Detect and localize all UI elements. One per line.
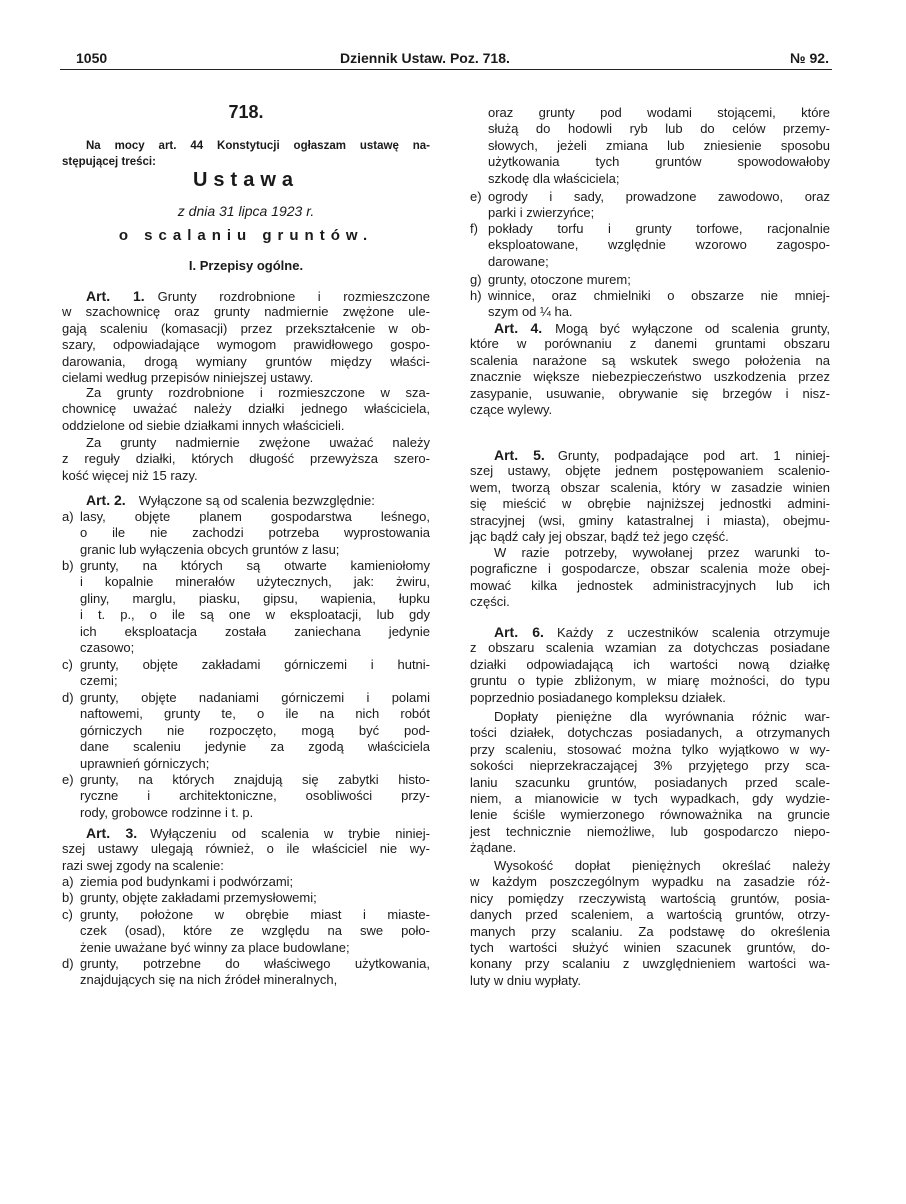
text-line: kość więcej niż 15 razy.	[62, 467, 198, 483]
text-line: tych wartości służyć winien szacunek gruntów, do-	[470, 939, 830, 955]
text-line: manych przy scalaniu. Za podstawę do określenia	[470, 923, 830, 939]
line-text: Grunty, podpadające pod art. 1 niniej-	[557, 448, 830, 463]
text-line: z dnia 31 lipca 1923 r.	[177, 203, 315, 219]
text-line	[470, 320, 830, 336]
text-line: działki odpowiadającą ich wartości nową działkę	[470, 656, 830, 672]
text-line: darowane;	[488, 253, 549, 269]
text-line: konany przy scalaniu z uwzględnieniem wartości wa-	[470, 956, 830, 972]
article-label: Art. 2.	[86, 492, 126, 508]
paragraph	[62, 169, 430, 191]
list-item	[62, 874, 430, 890]
text-line: chownicę uważać należy działki jednego właściciela,	[62, 401, 430, 417]
text-line: oraz grunty pod wodami stojącemi, które	[488, 105, 830, 120]
text-line: lasy, objęte planem gospodarstwa leśnego,	[80, 509, 430, 524]
text-line: scalenia narażone są wskutek swego położenia na	[470, 352, 830, 368]
list-item	[470, 221, 830, 270]
text-line: poprzednio posiadanego kompleksu działek.	[470, 689, 726, 705]
text-line	[470, 447, 830, 463]
text-line: pokłady torfu i grunty torfowe, racjonalnie	[488, 221, 830, 236]
text-line: znajdujących się na nich źródeł mineralnych,	[80, 972, 338, 988]
item-label: e)	[470, 189, 482, 204]
text-line: grunty, objęte zakładami górniczemi i hutni-	[80, 657, 430, 672]
text-line: ogrody i sady, prowadzone zawodowo, oraz	[488, 189, 830, 204]
text-line	[62, 825, 430, 841]
text-line: luty w dniu wypłaty.	[470, 972, 582, 988]
text-line: danych przed scaleniem, a wartością gruntów, otrzy-	[470, 907, 830, 923]
list-item	[62, 907, 430, 956]
article-art3	[62, 825, 430, 874]
text-line: żądane.	[470, 840, 517, 856]
line-text: Mogą być wyłączone od scalenia grunty,	[555, 321, 830, 336]
list-item	[62, 558, 430, 656]
text-line: czasowo;	[80, 639, 135, 655]
paragraph	[62, 228, 430, 244]
text-line: żenie uważane być winny za place budowlane;	[80, 939, 350, 955]
text-line: gliny, marglu, piasku, gipsu, wapienia, łupku	[80, 590, 430, 606]
text-line: Ustawa	[192, 169, 300, 191]
text-line: z reguły działki, których długość przewyższa szero-	[62, 451, 430, 467]
line-text: Wyłączone są od scalenia bezwzględnie:	[138, 493, 375, 508]
article-label: Art. 4.	[494, 320, 543, 336]
line-text: Grunty rozdrobnione i rozmieszczone	[157, 289, 430, 304]
text-line: wem, tworzą obszar scalenia, który w zasadzie winien	[470, 479, 830, 495]
item-label: g)	[470, 272, 482, 287]
article-art1	[62, 288, 430, 386]
text-line: jest technicznie niemożliwe, lub gospodarczo niepo-	[470, 823, 830, 839]
list-item	[470, 105, 830, 187]
paragraph	[62, 104, 430, 120]
text-line: tości działek, dotychczas posiadanych, a otrzymanych	[470, 725, 830, 741]
text-line: czek (osad), które ze względu na swe poło-	[80, 923, 430, 939]
text-line: przy scaleniu, stosować można tylko wyjątkowo w wy-	[470, 741, 830, 757]
item-label: c)	[62, 657, 73, 672]
text-line: nicy pomiędzy rzeczywistą wartością gruntów, posia-	[470, 890, 830, 906]
text-line: szary, odpowiadające wymogom prawidłowego gospo-	[62, 337, 430, 353]
article-art5	[470, 447, 830, 545]
article-label: Art. 3.	[86, 825, 138, 841]
text-line: z obszaru scalenia wzamian za dotychczas posiadane	[470, 640, 830, 656]
item-label: d)	[62, 956, 74, 971]
text-line: uprawnień górniczych;	[80, 755, 210, 771]
text-line: grunty, potrzebne do właściwego użytkowania,	[80, 956, 430, 971]
article-art2	[62, 492, 430, 508]
text-line: laniu szacunku gruntów, posiadanych przed scale-	[470, 774, 830, 790]
text-line	[62, 492, 430, 508]
article-art4	[470, 320, 830, 418]
item-label: c)	[62, 907, 73, 922]
text-line: się mieścić w obrębie najniższej jednostki admini-	[470, 496, 830, 512]
text-line: mować kilka jednostek administracyjnych lub ich	[470, 577, 830, 593]
paragraph	[470, 709, 830, 857]
text-line: granic lub wyłączenia obcych gruntów z lasu;	[80, 541, 340, 557]
text-line: darowania, drogą wymiany gruntów między właści-	[62, 353, 430, 369]
text-line: w szachownicę oraz grunty nadmiernie zwężone ule-	[62, 304, 430, 320]
text-line: w każdym poszczególnym wypadku na zasadzie róż-	[470, 874, 830, 890]
text-line: o ile nie zachodzi potrzeba wyprostowania	[80, 525, 430, 541]
text-line: eksploatowane, względnie wzorowo zagospo-	[488, 237, 830, 253]
text-line: zasypanie, usuwanie, obrywanie się brzegów i nisz-	[470, 385, 830, 401]
text-line: sokości nieprzekraczającej 3% przyjętego przy sca-	[470, 758, 830, 774]
list-item	[62, 956, 430, 989]
text-line: gruntu o typie zbliżonym, w miarę możności, do typu	[470, 673, 830, 689]
list-item	[62, 890, 430, 906]
text-line: niem, a mianowicie w tych wypadkach, gdy wydzie-	[470, 790, 830, 806]
text-line: szkodę dla właściciela;	[488, 170, 620, 186]
item-label: h)	[470, 288, 482, 303]
paragraph	[62, 258, 430, 274]
text-line: górniczych nie rozpoczęto, mogą być pod-	[80, 722, 430, 738]
text-line: które w porównaniu z danemi gruntami obszaru	[470, 336, 830, 352]
text-line: razi swej zgody na scalenie:	[62, 857, 224, 873]
header-rule	[60, 69, 832, 70]
text-line: i t. p., o ile są one w eksploatacji, lub gdy	[80, 607, 430, 623]
text-line: gają scaleniu (komasacji) przez przekształcenie w ob-	[62, 320, 430, 336]
list-item	[62, 772, 430, 821]
paragraph	[62, 385, 430, 434]
text-line: Za grunty rozdrobnione i rozmieszczone w sza-	[86, 385, 430, 400]
text-line: znacznie większe niebezpieczeństwo uszkodzenia przez	[470, 369, 830, 385]
paragraph	[470, 858, 830, 989]
text-line: stępującej treści:	[62, 156, 156, 169]
text-line: części.	[470, 594, 510, 610]
journal-title: Dziennik Ustaw. Poz. 718.	[340, 50, 510, 66]
list-item	[470, 272, 830, 288]
text-line: pograficzne i gospodarcze, obszar scalenia może obej-	[470, 561, 830, 577]
text-line: jąc bądź cały jej obszar, bądź też jego część.	[470, 528, 729, 544]
list-item	[62, 690, 430, 772]
paragraph	[62, 138, 430, 171]
text-line: czące wylewy.	[470, 401, 553, 417]
text-line: grunty, na których są otwarte kamieniołomy	[80, 558, 430, 573]
list-item	[470, 189, 830, 222]
article-label: Art. 1.	[86, 288, 145, 304]
text-line: grunty, położone w obrębie miast i miaste-	[80, 907, 430, 922]
text-line: szym od ¼ ha.	[488, 304, 573, 320]
text-line	[470, 624, 830, 640]
text-line: Na mocy art. 44 Konstytucji ogłaszam ustawę na-	[86, 140, 430, 152]
paragraph	[62, 203, 430, 219]
text-line: Za grunty nadmiernie zwężone uważać należy	[86, 435, 430, 450]
text-line: szej ustawy, objęte jednem postępowaniem scalenio-	[470, 463, 830, 479]
text-line: dane scaleniu jedynie za zgodą właściciela	[80, 739, 430, 755]
text-line: i kopalnie minerałów użytecznych, jak: żwiru,	[80, 574, 430, 590]
line-text: Wyłączeniu od scalenia w trybie niniej-	[150, 826, 430, 841]
text-line: oddzielone od siebie działkami innych właścicieli.	[62, 417, 345, 433]
text-line: lenie ściśle wymierzonego równoważnika na gruncie	[470, 807, 830, 823]
page-number: 1050	[76, 50, 108, 66]
text-line: szej ustawy ulegają również, o ile właściciel nie wy-	[62, 841, 430, 857]
text-line: o scalaniu gruntów.	[118, 227, 374, 244]
item-label: b)	[62, 558, 74, 573]
text-line: słowych, jeżeli zmiana lub zniesienie sposobu	[488, 137, 830, 153]
text-line: stracyjnej (wsi, gminy katastralnej i miasta), obejmu-	[470, 512, 830, 528]
paragraph	[470, 545, 830, 611]
text-line: 718.	[228, 102, 264, 122]
item-label: f)	[470, 221, 478, 236]
issue-number: № 92.	[790, 50, 829, 66]
article-label: Art. 5.	[494, 447, 545, 463]
text-line: cielami według przepisów niniejszej ustawy.	[62, 369, 314, 385]
text-line: grunty, objęte nadaniami górniczemi i polami	[80, 690, 430, 705]
text-line	[62, 288, 430, 304]
text-line: grunty, na których znajdują się zabytki histo-	[80, 772, 430, 787]
item-label: d)	[62, 690, 74, 705]
text-line: Dopłaty pieniężne dla wyrównania różnic war-	[494, 709, 830, 724]
text-line: grunty, objęte zakładami przemysłowemi;	[80, 890, 317, 905]
list-item	[62, 509, 430, 558]
list-item	[470, 288, 830, 321]
item-label: a)	[62, 509, 74, 524]
text-line: I. Przepisy ogólne.	[188, 258, 304, 273]
text-line: Wysokość dopłat pieniężnych określać należy	[494, 858, 830, 873]
text-line: rody, grobowce rodzinne i t. p.	[80, 804, 254, 820]
text-line: grunty, otoczone murem;	[488, 272, 631, 287]
line-text: Każdy z uczestników scalenia otrzymuje	[556, 625, 830, 640]
text-line: ryczne i architektoniczne, osobliwości przy-	[80, 788, 430, 804]
text-line: służą do hodowli ryb lub do celów przemy-	[488, 121, 830, 137]
item-label: b)	[62, 890, 74, 905]
text-line: ziemia pod budynkami i podwórzami;	[80, 874, 294, 889]
item-label: a)	[62, 874, 74, 889]
text-line: naftowemi, grunty te, o ile na nich robót	[80, 706, 430, 722]
text-line: ich eksploatacja została zaniechana jedynie	[80, 623, 430, 639]
list-item	[62, 657, 430, 690]
article-label: Art. 6.	[494, 624, 544, 640]
text-line: winnice, oraz chmielniki o obszarze nie mniej-	[488, 288, 830, 303]
text-line: parki i zwierzyńce;	[488, 205, 595, 221]
paragraph	[62, 435, 430, 484]
article-art6	[470, 624, 830, 706]
text-line: czemi;	[80, 673, 118, 689]
text-line: W razie potrzeby, wywołanej przez warunki to-	[494, 545, 830, 560]
text-line: użytkowania tych gruntów spowodowałoby	[488, 154, 830, 170]
item-label: e)	[62, 772, 74, 787]
